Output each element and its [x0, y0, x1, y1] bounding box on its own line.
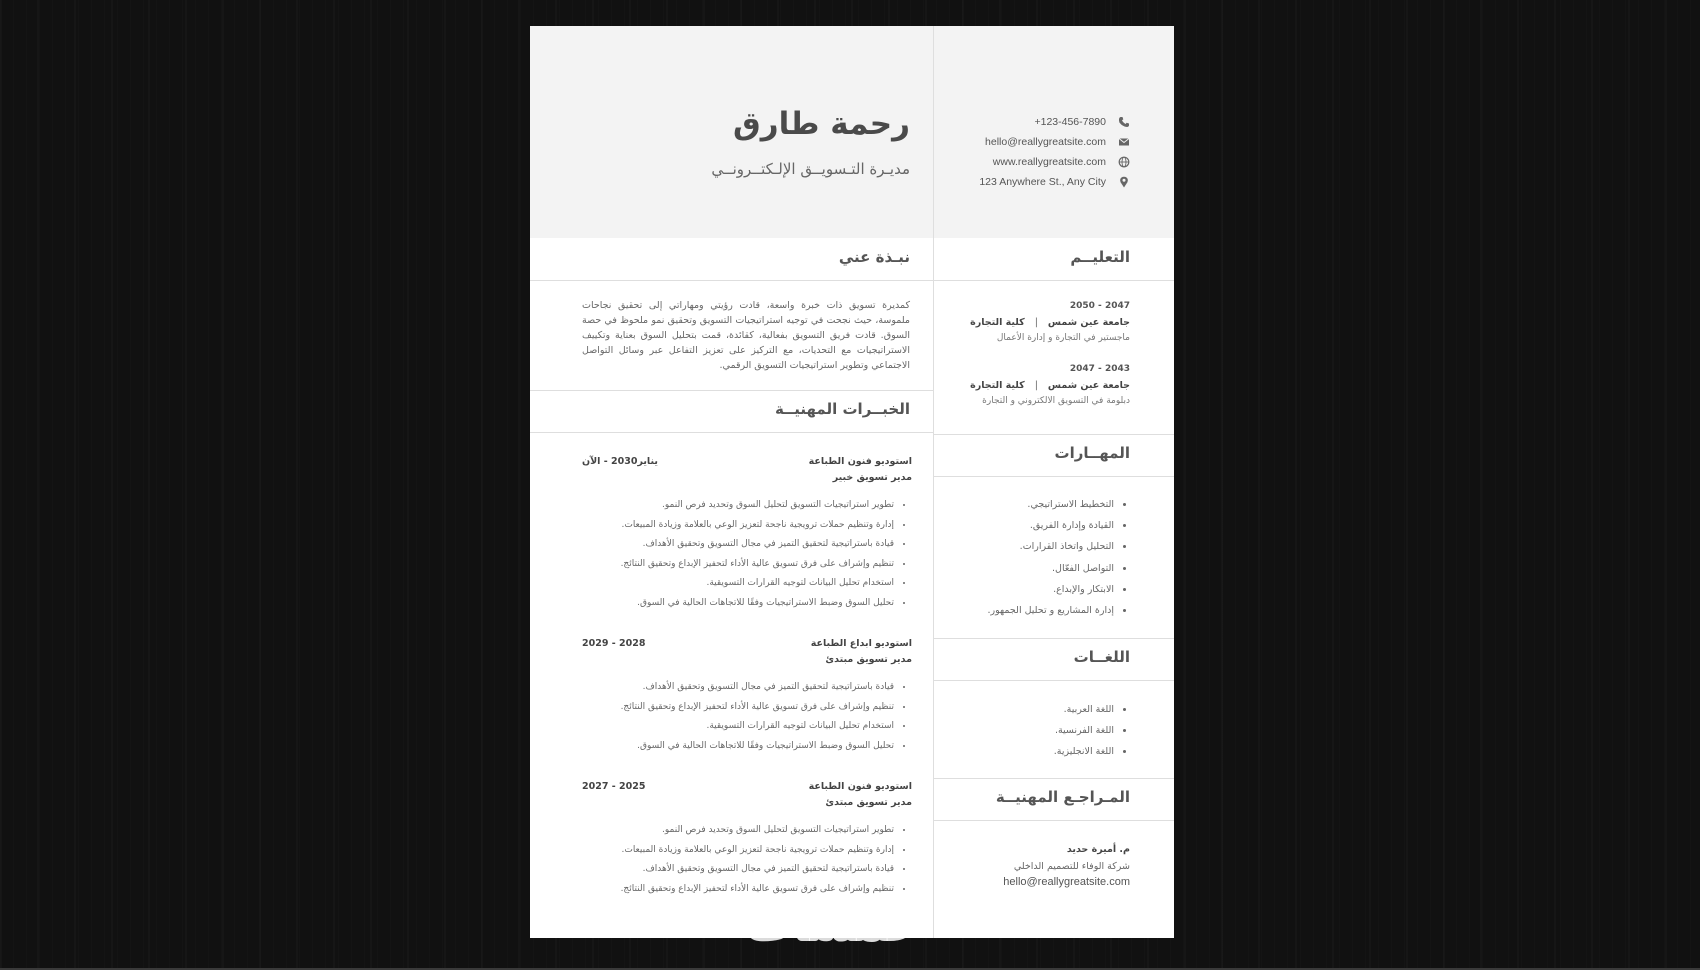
job-role: مدير تسويق مبتدئ	[825, 654, 912, 665]
references-top-divider	[934, 778, 1174, 779]
education-divider	[934, 280, 1174, 281]
list-item: • استخدام تحليل البيانات لتوجيه القرارات التسويقية.	[582, 717, 894, 737]
contact-email	[930, 132, 1130, 152]
skills-list	[914, 494, 1130, 621]
list-item: • اللغة العربية.	[914, 699, 1114, 720]
person-title: مديـرة التـسويــق الإلـكتــرونــي	[711, 160, 910, 178]
website-text: www.reallygreatsite.com	[992, 156, 1106, 168]
skills-top-divider	[934, 434, 1174, 435]
email-text: hello@reallygreatsite.com	[985, 136, 1106, 148]
contact-website	[930, 152, 1130, 172]
skills-heading: المهــارات	[1054, 444, 1130, 462]
skills-divider	[934, 476, 1174, 477]
phone-icon	[1118, 116, 1130, 128]
contact-address	[930, 172, 1130, 192]
job-duties	[582, 678, 912, 756]
address-text: 123 Anywhere St., Any City	[979, 176, 1106, 188]
references-divider	[934, 820, 1174, 821]
education-heading: التعليــم	[1070, 248, 1130, 266]
faculty-name: كلية التجارة	[970, 380, 1025, 391]
education-entry	[930, 364, 1130, 412]
job-duties	[582, 496, 912, 613]
job-company: استوديو ابداع الطباعة	[810, 638, 912, 649]
list-item: • اللغة الانجليزية.	[914, 741, 1114, 762]
list-item: • الابتكار والإبداع.	[914, 579, 1114, 600]
job-entry	[582, 638, 912, 756]
job-company: استوديو فنون الطباعة	[808, 781, 912, 792]
education-degree: دبلومة في التسويق الالكتروني و التجارة	[982, 396, 1130, 406]
list-item: • قيادة باستراتيجية لتحقيق التميز في مجال التسويق وتحقيق الأهداف.	[582, 678, 894, 698]
job-entry	[582, 781, 912, 899]
languages-list	[914, 699, 1130, 763]
list-item: • التواصل الفعّال.	[914, 558, 1114, 579]
job-date: 2028 - 2029	[582, 638, 646, 649]
about-heading: نبـذة عني	[838, 248, 910, 266]
reference-name: م. أميرة حديد	[1066, 844, 1130, 855]
list-item: • التحليل واتخاذ القرارات.	[914, 536, 1114, 557]
education-years: 2047 - 2050	[1069, 301, 1130, 311]
resume-page	[530, 26, 1174, 938]
separator: |	[1034, 317, 1038, 328]
contact-phone	[930, 112, 1130, 132]
contact-block	[930, 112, 1130, 192]
envelope-icon	[1118, 136, 1130, 148]
list-item: • قيادة باستراتيجية لتحقيق التميز في مجال التسويق وتحقيق الأهداف.	[582, 860, 894, 880]
list-item: • إدارة وتنظيم حملات ترويجية ناجحة لتعزيز الوعي بالعلامة وزيادة المبيعات.	[582, 841, 894, 861]
list-item: • تنظيم وإشراف على فرق تسويق عالية الأداء لتحفيز الإبداع وتحقيق النتائج.	[582, 555, 894, 575]
university-name: جامعة عين شمس	[1047, 317, 1130, 328]
list-item: • تطوير استراتيجيات التسويق لتحليل السوق وتحديد فرص النمو.	[582, 821, 894, 841]
reference-entry	[930, 844, 1130, 888]
job-duties	[582, 821, 912, 899]
list-item: • قيادة باستراتيجية لتحقيق التميز في مجال التسويق وتحقيق الأهداف.	[582, 535, 894, 555]
location-pin-icon	[1118, 176, 1130, 188]
separator: |	[1034, 380, 1038, 391]
about-divider	[530, 280, 933, 281]
job-date: 2025 - 2027	[582, 781, 646, 792]
job-role: مدير تسويق مبتدئ	[825, 797, 912, 808]
list-item: • استخدام تحليل البيانات لتوجيه القرارات التسويقية.	[582, 574, 894, 594]
education-years: 2043 - 2047	[1069, 364, 1130, 374]
about-bottom-divider	[530, 390, 933, 391]
list-item: • تحليل السوق وضبط الاستراتيجيات وفقًا للاتجاهات الحالية في السوق.	[582, 594, 894, 614]
list-item: • تنظيم وإشراف على فرق تسويق عالية الأداء لتحفيز الإبداع وتحقيق النتائج.	[582, 880, 894, 900]
person-name: رحمة طارق	[733, 106, 910, 142]
references-heading: المـراجـع المهنيــة	[995, 788, 1130, 806]
list-item: • إدارة وتنظيم حملات ترويجية ناجحة لتعزيز الوعي بالعلامة وزيادة المبيعات.	[582, 516, 894, 536]
globe-icon	[1118, 156, 1130, 168]
reference-email: hello@reallygreatsite.com	[1003, 876, 1130, 888]
watermark-logo: خمسات	[746, 898, 921, 952]
experience-heading: الخبــرات المهنيــة	[774, 400, 910, 418]
job-entry	[582, 456, 912, 613]
faculty-name: كلية التجارة	[970, 317, 1025, 328]
list-item: • إدارة المشاريع و تحليل الجمهور.	[914, 600, 1114, 621]
education-entry	[930, 301, 1130, 349]
university-name: جامعة عين شمس	[1047, 380, 1130, 391]
list-item: • تنظيم وإشراف على فرق تسويق عالية الأداء لتحفيز الإبداع وتحقيق النتائج.	[582, 698, 894, 718]
job-company: استوديو فنون الطباعة	[808, 456, 912, 467]
list-item: • القيادة وإدارة الفريق.	[914, 515, 1114, 536]
languages-heading: اللغــات	[1073, 648, 1130, 666]
languages-top-divider	[934, 638, 1174, 639]
education-degree: ماجستير في التجارة و إدارة الأعمال	[996, 333, 1130, 343]
list-item: • اللغة الفرنسية.	[914, 720, 1114, 741]
education-institution	[930, 380, 1130, 396]
experience-divider	[530, 432, 933, 433]
list-item: • التخطيط الاستراتيجي.	[914, 494, 1114, 515]
phone-text: +123-456-7890	[1034, 116, 1106, 128]
education-institution	[930, 317, 1130, 333]
job-role: مدير تسويق خبير	[832, 472, 912, 483]
about-text: كمديرة تسويق ذات خبرة واسعة، قادت رؤيتي ومهاراتي إلى تحقيق نجاحات ملموسة، حيث نجحت في توجيه استراتيجيات التسويق وتحقيق نمو ملحوظ في حصة السوق. قادت فريق التسويق بفعالية، كقائدة، قمت بتحليل السوق بعناية وتكييف الاستراتيجيات مع التحديات، مع التركيز على تعزيز التفاعل عبر وسائل التواصل الاجتماعي وتطوير استراتيجيات التسويق الرقمي.	[582, 300, 910, 371]
languages-divider	[934, 680, 1174, 681]
job-date: يناير2030 - الآن	[582, 456, 658, 467]
reference-company: شركة الوفاء للتصميم الداخلي	[1013, 861, 1130, 872]
list-item: • تحليل السوق وضبط الاستراتيجيات وفقًا للاتجاهات الحالية في السوق.	[582, 737, 894, 757]
list-item: • تطوير استراتيجيات التسويق لتحليل السوق وتحديد فرص النمو.	[582, 496, 894, 516]
